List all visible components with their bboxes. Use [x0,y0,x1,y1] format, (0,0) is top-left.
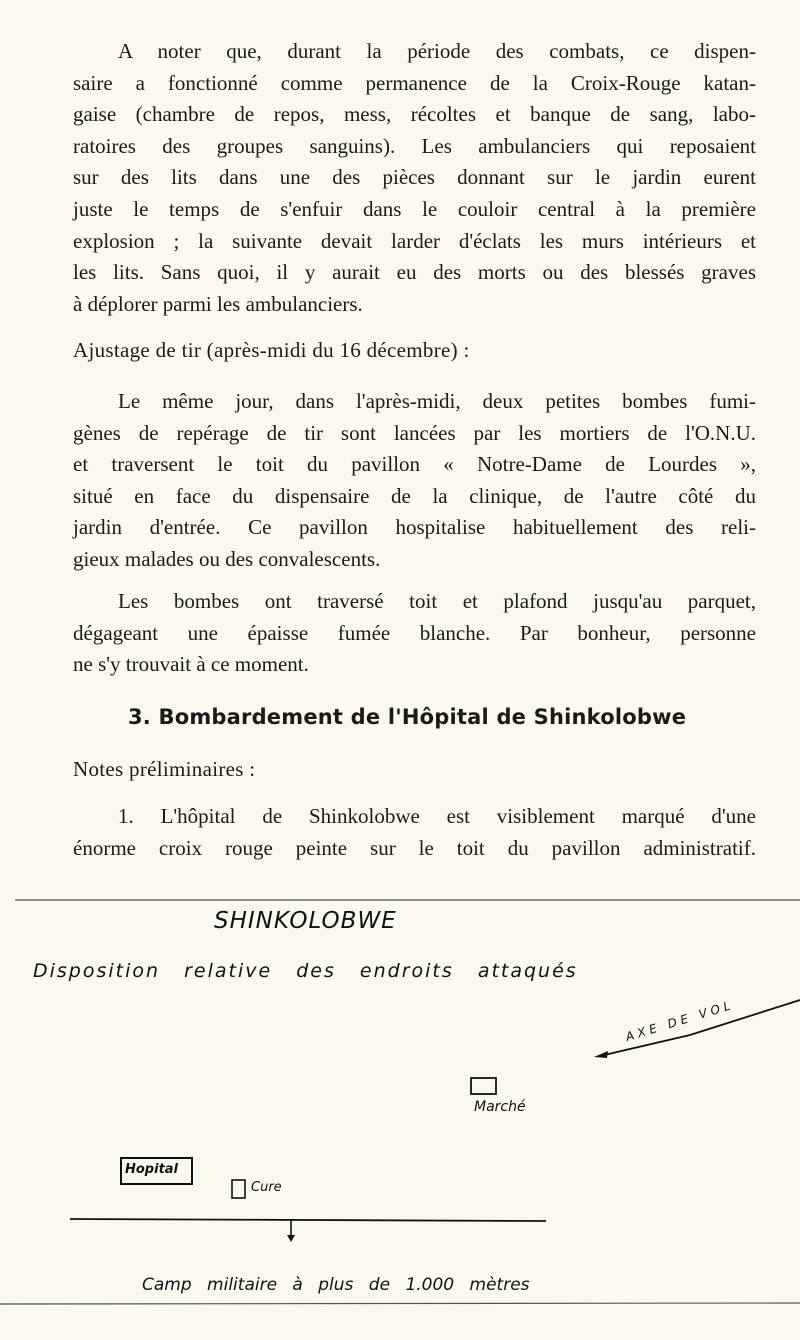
subheading-ajustage-de-tir: Ajustage de tir (après-midi du 16 décembre) : [73,338,470,362]
text-line: et traversent le toit du pavillon « Notre-Dame de Lourdes », [73,452,756,477]
market-marker [471,1078,496,1094]
paragraph-meme-jour [73,386,756,576]
text-line: Les bombes ont traversé toit et plafond jusqu'au parquet, [118,589,756,613]
subheading-notes-preliminaires: Notes préliminaires : [73,757,256,781]
text-line: A noter que, durant la période des combats, ce dispen- [118,39,756,63]
text-line: gaise (chambre de repos, mess, récoltes et banque de sang, labo- [73,102,756,127]
cure-marker [232,1180,245,1198]
text-line: situé en face du dispensaire de la clinique, de l'autre côté du [73,483,756,508]
diagram-subtitle: Disposition relative des endroits attaqués [33,960,578,982]
text-line: Le même jour, dans l'après-midi, deux petites bombes fumi- [118,389,756,413]
section-title: 3. Bombardement de l'Hôpital de Shinkolobwe [128,705,687,729]
cure-label: Cure [251,1180,282,1195]
text-line: gieux malades ou des convalescents. [73,546,381,571]
paragraph-note-1 [73,801,756,864]
text-line: à déplorer parmi les ambulanciers. [73,291,363,316]
site-diagram [0,890,800,1340]
text-line: jardin d'entrée. Ce pavillon hospitalise habituellement des reli- [73,515,756,540]
market-label: Marché [474,1099,526,1115]
diagram-title: SHINKOLOBWE [214,908,397,934]
text-line: juste le temps de s'enfuir dans le couloir central à la première [73,196,756,221]
text-line: gènes de repérage de tir sont lancées par les mortiers de l'O.N.U. [73,420,756,445]
camp-boundary-line [70,1219,546,1221]
flight-axis-label: AXE DE VOL [623,997,736,1044]
text-line: explosion ; la suivante devait larder d'éclats les murs intérieurs et [73,228,756,253]
camp-direction-arrowhead [287,1235,295,1242]
hospital-label: Hopital [125,1162,179,1177]
text-line: ne s'y trouvait à ce moment. [73,652,309,677]
text-line: dégageant une épaisse fumée blanche. Par bonheur, personne [73,620,756,645]
diagram-bottom-rule [0,1303,800,1304]
flight-axis-arrowhead [594,1051,608,1058]
paragraph-bombes [73,586,756,681]
text-line: saire a fonctionné comme permanence de la Croix-Rouge katan- [73,70,756,95]
text-line: sur des lits dans une des pièces donnant sur le jardin eurent [73,165,756,190]
text-line: les lits. Sans quoi, il y aurait eu des morts ou des blessés graves [73,260,756,285]
paragraph-combats [73,36,756,320]
text-line: 1. L'hôpital de Shinkolobwe est visiblement marqué d'une [118,804,756,828]
text-line: ratoires des groupes sanguins). Les ambulanciers qui reposaient [73,133,756,158]
camp-label: Camp militaire à plus de 1.000 mètres [142,1275,530,1295]
text-line: énorme croix rouge peinte sur le toit du pavillon administratif. [73,835,756,860]
